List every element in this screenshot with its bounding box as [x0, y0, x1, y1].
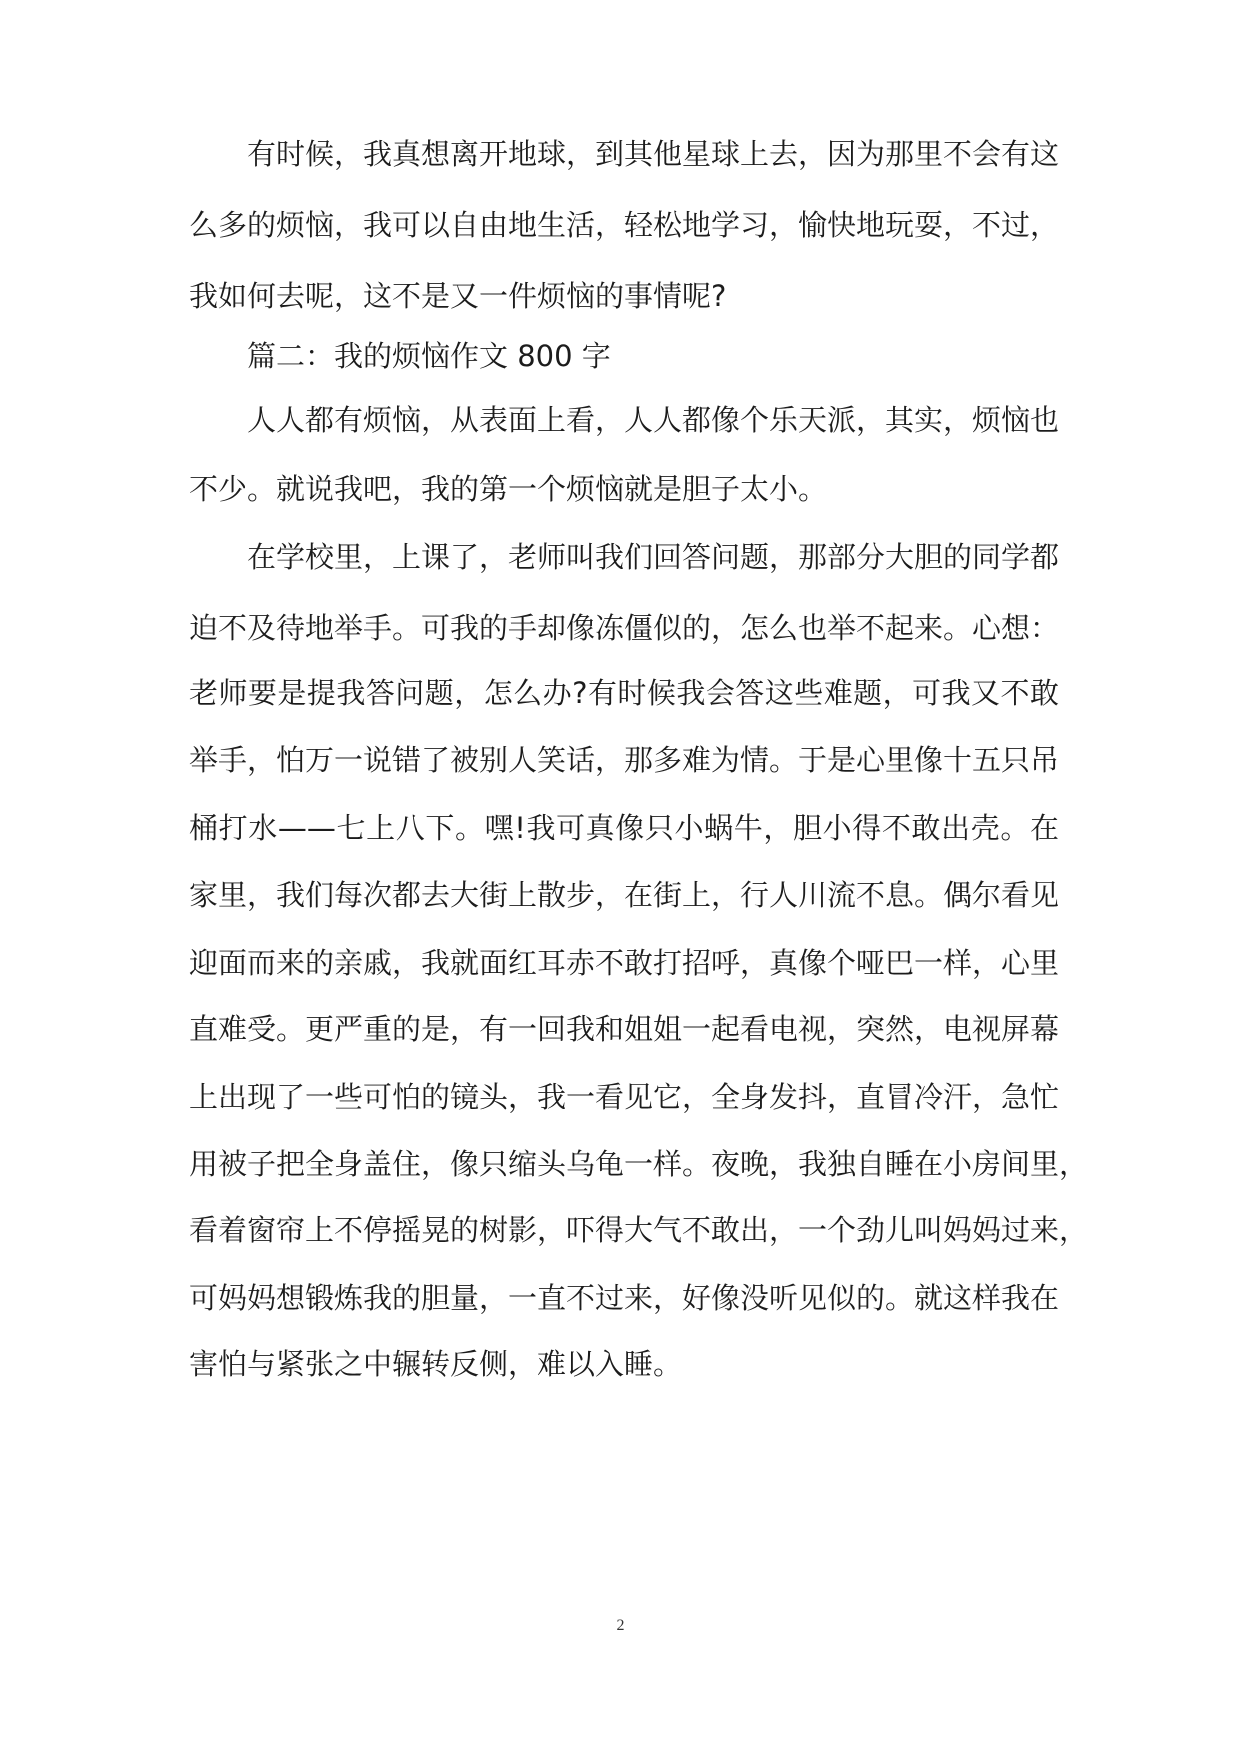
paragraph-line: 么多的烦恼，我可以自由地生活，轻松地学习，愉快地玩耍，不过， [189, 208, 1060, 242]
paragraph-line: 有时候，我真想离开地球，到其他星球上去，因为那里不会有这 [247, 137, 1060, 171]
paragraph-line: 上出现了一些可怕的镜头，我一看见它，全身发抖，直冒冷汗，急忙 [189, 1080, 1060, 1114]
paragraph-line: 在学校里，上课了，老师叫我们回答问题，那部分大胆的同学都 [247, 540, 1060, 574]
paragraph-line: 可妈妈想锻炼我的胆量，一直不过来，好像没听见似的。就这样我在 [189, 1281, 1060, 1315]
paragraph-line: 迫不及待地举手。可我的手却像冻僵似的，怎么也举不起来。心想： [189, 611, 1060, 645]
paragraph-line: 举手，怕万一说错了被别人笑话，那多难为情。于是心里像十五只吊 [189, 743, 1060, 777]
page-number: 2 [616, 1617, 625, 1634]
paragraph-line: 桶打水——七上八下。嘿!我可真像只小蜗牛，胆小得不敢出壳。在 [189, 811, 1059, 845]
paragraph-line: 直难受。更严重的是，有一回我和姐姐一起看电视，突然，电视屏幕 [189, 1012, 1060, 1046]
paragraph-line: 迎面而来的亲戚，我就面红耳赤不敢打招呼，真像个哑巴一样，心里 [189, 946, 1060, 980]
paragraph-line: 老师要是提我答问题，怎么办?有时候我会答这些难题，可我又不敢 [189, 676, 1059, 710]
paragraph-line: 用被子把全身盖住，像只缩头乌龟一样。夜晚，我独自睡在小房间里， [189, 1147, 1089, 1181]
paragraph-line: 看着窗帘上不停摇晃的树影，吓得大气不敢出，一个劲儿叫妈妈过来， [189, 1213, 1089, 1247]
paragraph-line: 不少。就说我吧，我的第一个烦恼就是胆子太小。 [189, 472, 828, 506]
paragraph-line: 人人都有烦恼，从表面上看，人人都像个乐天派，其实，烦恼也 [247, 403, 1060, 437]
section-heading: 篇二：我的烦恼作文 800 字 [247, 339, 611, 373]
paragraph-line: 家里，我们每次都去大街上散步，在街上，行人川流不息。偶尔看见 [189, 878, 1060, 912]
paragraph-line: 害怕与紧张之中辗转反侧，难以入睡。 [189, 1347, 683, 1381]
paragraph-line: 我如何去呢，这不是又一件烦恼的事情呢? [189, 279, 727, 313]
